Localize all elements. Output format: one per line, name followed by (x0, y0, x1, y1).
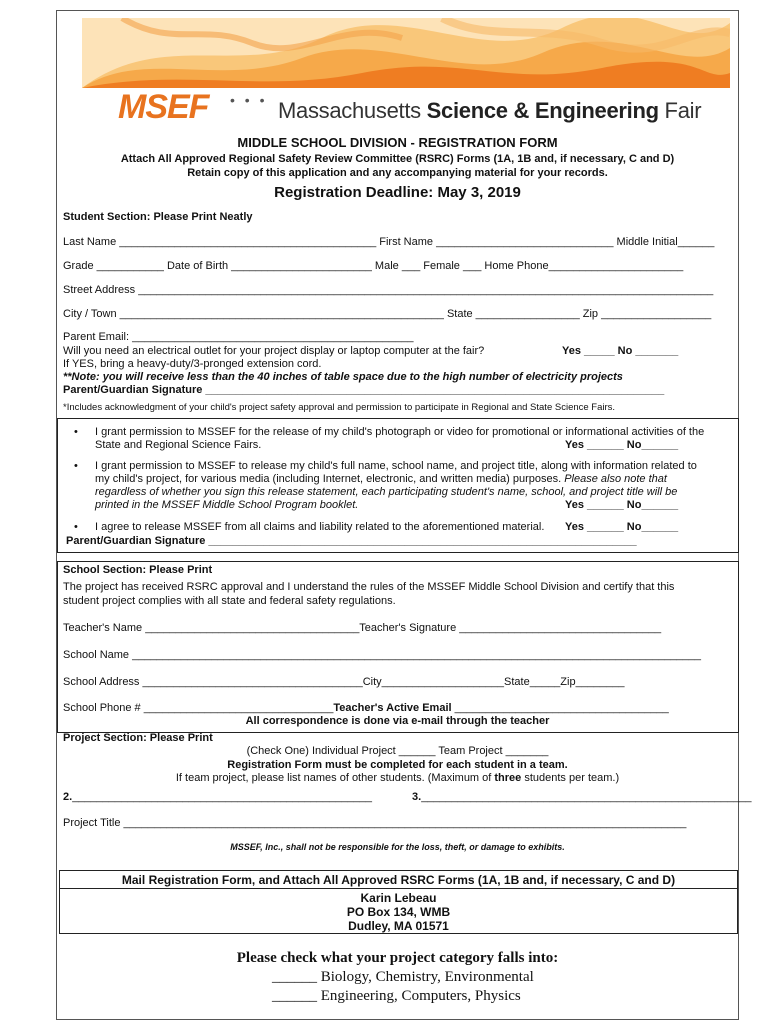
parent-email-field[interactable]: Parent Email: ______________________________________________ (63, 331, 414, 343)
mail-recipient: Karin Lebeau (360, 891, 437, 905)
subtitle-retain: Retain copy of this application and any accompanying material for your records. (187, 167, 608, 179)
msef-logo: MSEF (118, 88, 209, 126)
logo-dots: • • • (230, 92, 268, 108)
school-phone-row[interactable]: School Phone # _______________________________Teacher's Active Email ___________________________________ (63, 702, 669, 714)
electrical-yes-no[interactable]: Yes _____ No _______ (562, 345, 679, 357)
guardian-signature-2[interactable]: Parent/Guardian Signature ______________________________________________________________________ (66, 535, 637, 547)
correspondence-note: All correspondence is done via e-mail through the teacher (245, 715, 550, 727)
bullet-1: • (74, 426, 78, 438)
project-title-row[interactable]: Project Title ____________________________________________________________________________________________ (63, 817, 687, 829)
mail-city: Dudley, MA 01571 (348, 919, 449, 933)
acknowledgment-note: *Includes acknowledgment of your child's project safety approval and permission to participate in Regional and State Science Fairs. (63, 402, 616, 413)
team-student-2[interactable]: 2._________________________________________________ (63, 791, 372, 803)
electrical-question: Will you need an electrical outlet for your project display or laptop computer at the fair? (63, 345, 485, 357)
project-type-check[interactable]: (Check One) Individual Project ______ Team Project _______ (246, 745, 549, 757)
mail-po-box: PO Box 134, WMB (346, 905, 451, 919)
student-grade-row[interactable]: Grade ___________ Date of Birth _______________________ Male ___ Female ___ Home Phone______________________ (63, 260, 684, 272)
school-certify-1: The project has received RSRC approval and I understand the rules of the MSSEF Middle School Division and certify that this (63, 581, 675, 593)
photo-permission: I grant permission to MSSEF for the release of my child's photograph or video for promotional or informational activities of the State and Regional Science Fairs. Yes ______ No______ (95, 426, 705, 451)
liability-release: I agree to release MSSEF from all claims and liability related to the aforementioned material. Yes ______ No______ (95, 521, 679, 533)
category-heading: Please check what your project category falls into: (236, 950, 559, 966)
photo-permission-yes-no[interactable]: Yes ______ No______ (565, 439, 679, 451)
team-student-3[interactable]: 3.______________________________________________________ (412, 791, 752, 803)
team-registration-note: Registration Form must be completed for each student in a team. (227, 759, 568, 771)
bullet-2: • (74, 460, 78, 472)
bullet-3: • (74, 521, 78, 533)
logo-row (118, 88, 730, 126)
category-biology-option[interactable]: ______ Biology, Chemistry, Environmental (272, 969, 534, 985)
subtitle-attach: Attach All Approved Regional Safety Review Committee (RSRC) Forms (1A, 1B and, if necessary, C and D) (120, 153, 675, 165)
registration-deadline: Registration Deadline: May 3, 2019 (274, 184, 521, 201)
liability-yes-no[interactable]: Yes ______ No______ (565, 521, 679, 533)
guardian-signature-1[interactable]: Parent/Guardian Signature ___________________________________________________________________________ (63, 384, 665, 396)
school-section-heading: School Section: Please Print (63, 564, 213, 576)
school-name-row[interactable]: School Name _____________________________________________________________________________________________ (63, 649, 702, 661)
student-section-heading: Student Section: Please Print Neatly (63, 211, 253, 223)
header-banner-graphic (82, 18, 730, 88)
category-engineering-option[interactable]: ______ Engineering, Computers, Physics (272, 988, 521, 1004)
team-list-note: If team project, please list names of other students. (Maximum of three students per team.) (175, 772, 620, 784)
form-title: MIDDLE SCHOOL DIVISION - REGISTRATION FORM (237, 135, 558, 150)
fair-name: Massachusetts Science & Engineering Fair (278, 98, 702, 123)
mail-instructions: Mail Registration Form, and Attach All Approved RSRC Forms (1A, 1B and, if necessary, C and D) (121, 873, 676, 887)
table-space-note: **Note: you will receive less than the 40 inches of table space due to the high number of electricity projects (63, 371, 623, 383)
teacher-name-row[interactable]: Teacher's Name ___________________________________Teacher's Signature _________________________________ (63, 622, 662, 634)
school-certify-2: student project complies with all state and federal safety regulations. (63, 595, 396, 607)
school-address-row[interactable]: School Address ____________________________________City____________________State_____Zip________ (63, 676, 625, 688)
extension-cord-note: If YES, bring a heavy-duty/3-pronged extension cord. (63, 358, 322, 370)
student-city-row[interactable]: City / Town _____________________________________________________ State _________________ Zip __________________ (63, 308, 712, 320)
name-release-yes-no[interactable]: Yes ______ No______ (565, 499, 679, 511)
student-name-row[interactable]: Last Name __________________________________________ First Name _____________________________ Middle Initial______ (63, 236, 715, 248)
name-release-permission: I grant permission to MSSEF to release my child's full name, school name, and project title, along with information related to my child's project, for various media (including Internet, electronic, and written media) purposes. Please also note that regardless of whether you sign this release statement, each participating student's name, school, and project title will be printed in the MSSEF Middle School Program booklet. Yes ______ No______ (95, 460, 697, 511)
student-street-row[interactable]: Street Address ______________________________________________________________________________________________ (63, 284, 714, 296)
project-section-heading: Project Section: Please Print (63, 732, 213, 744)
liability-disclaimer: MSSEF, Inc., shall not be responsible for the loss, theft, or damage to exhibits. (230, 842, 565, 852)
